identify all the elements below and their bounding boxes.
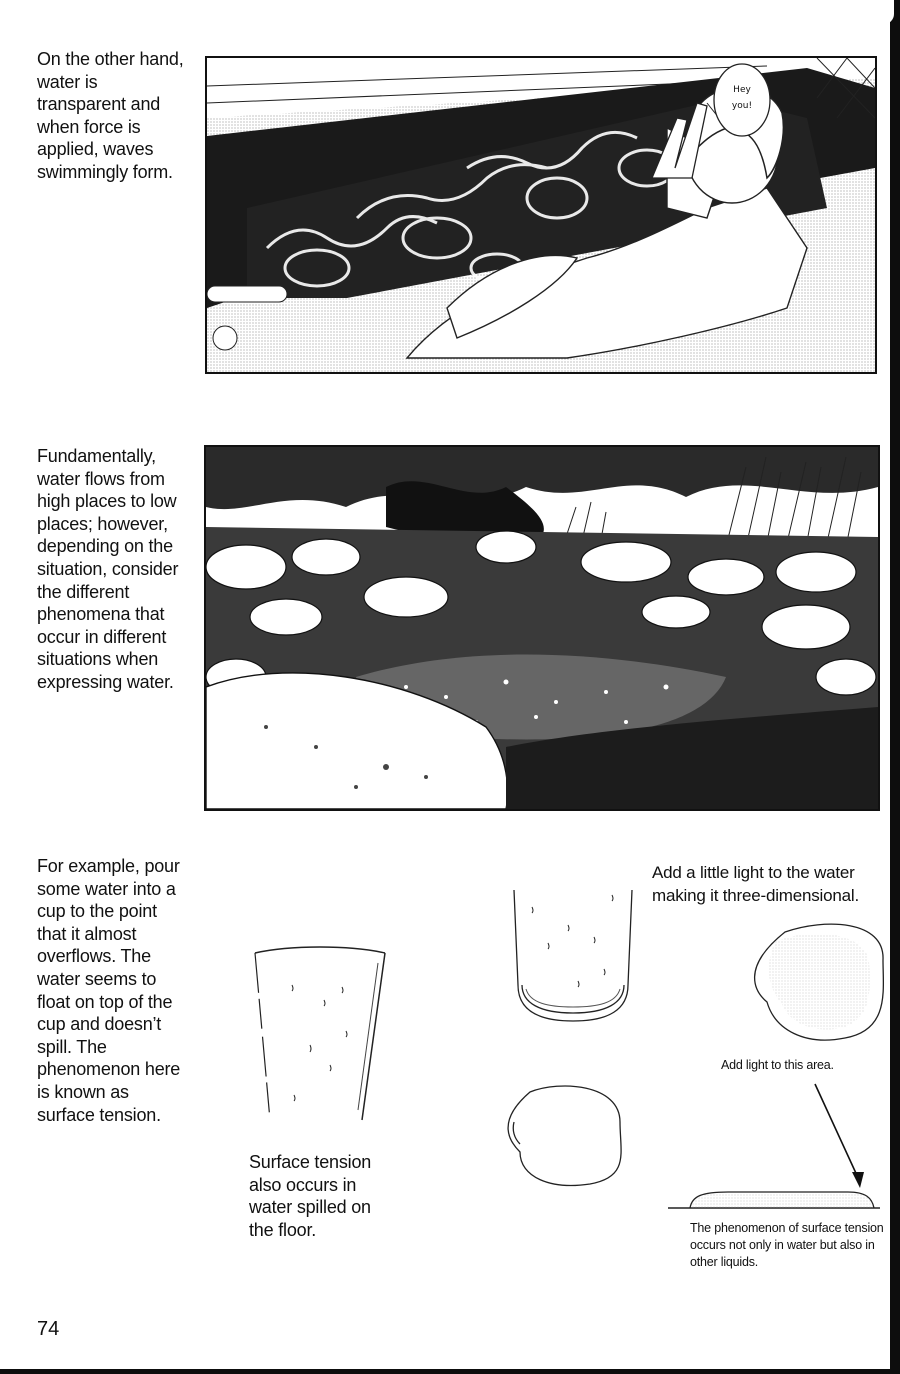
example-text: For example, pour some water into a cup to the point that it almost overflows. The water seems to float on top of the cup and doesn’t spill. The phenomenon here is known as surface tension.: [37, 856, 181, 1125]
full-cup-illustration: [250, 945, 390, 1130]
cross-section-illustration: [668, 1188, 880, 1214]
page-number: 74: [37, 1318, 60, 1340]
page-edge: [886, 0, 900, 1374]
spilled-text: Surface tension also occurs in water spilled on the floor.: [249, 1152, 372, 1240]
stream-panel: [204, 445, 880, 811]
light-tip-text: Add a little light to the water making it three-dimensional.: [652, 863, 859, 905]
arrow-illustration: [810, 1080, 870, 1190]
puddle-illustration: [500, 1082, 630, 1190]
other-liquids-text: The phenomenon of surface tension occurs not only in water but also in other liquids.: [690, 1221, 884, 1269]
puddle-light-illustration: [745, 920, 890, 1048]
intro-text: On the other hand, water is transparent and when force is applied, waves swimmingly form.: [37, 49, 184, 182]
speech-bubble: [714, 64, 770, 136]
speech-bubble-text: Hey you!: [731, 85, 753, 111]
stream-illustration: [206, 447, 878, 809]
glass-illustration: [508, 885, 638, 1030]
page-edge-bottom: [0, 1369, 900, 1374]
bath-illustration: [207, 58, 875, 372]
light-area-label: Add light to this area.: [721, 1058, 834, 1072]
flow-text: Fundamentally, water flows from high places to low places; however, depending on the situation, consider the different phenomena that occur in different situations when expressing water.: [37, 446, 179, 692]
bath-panel: [205, 56, 877, 374]
